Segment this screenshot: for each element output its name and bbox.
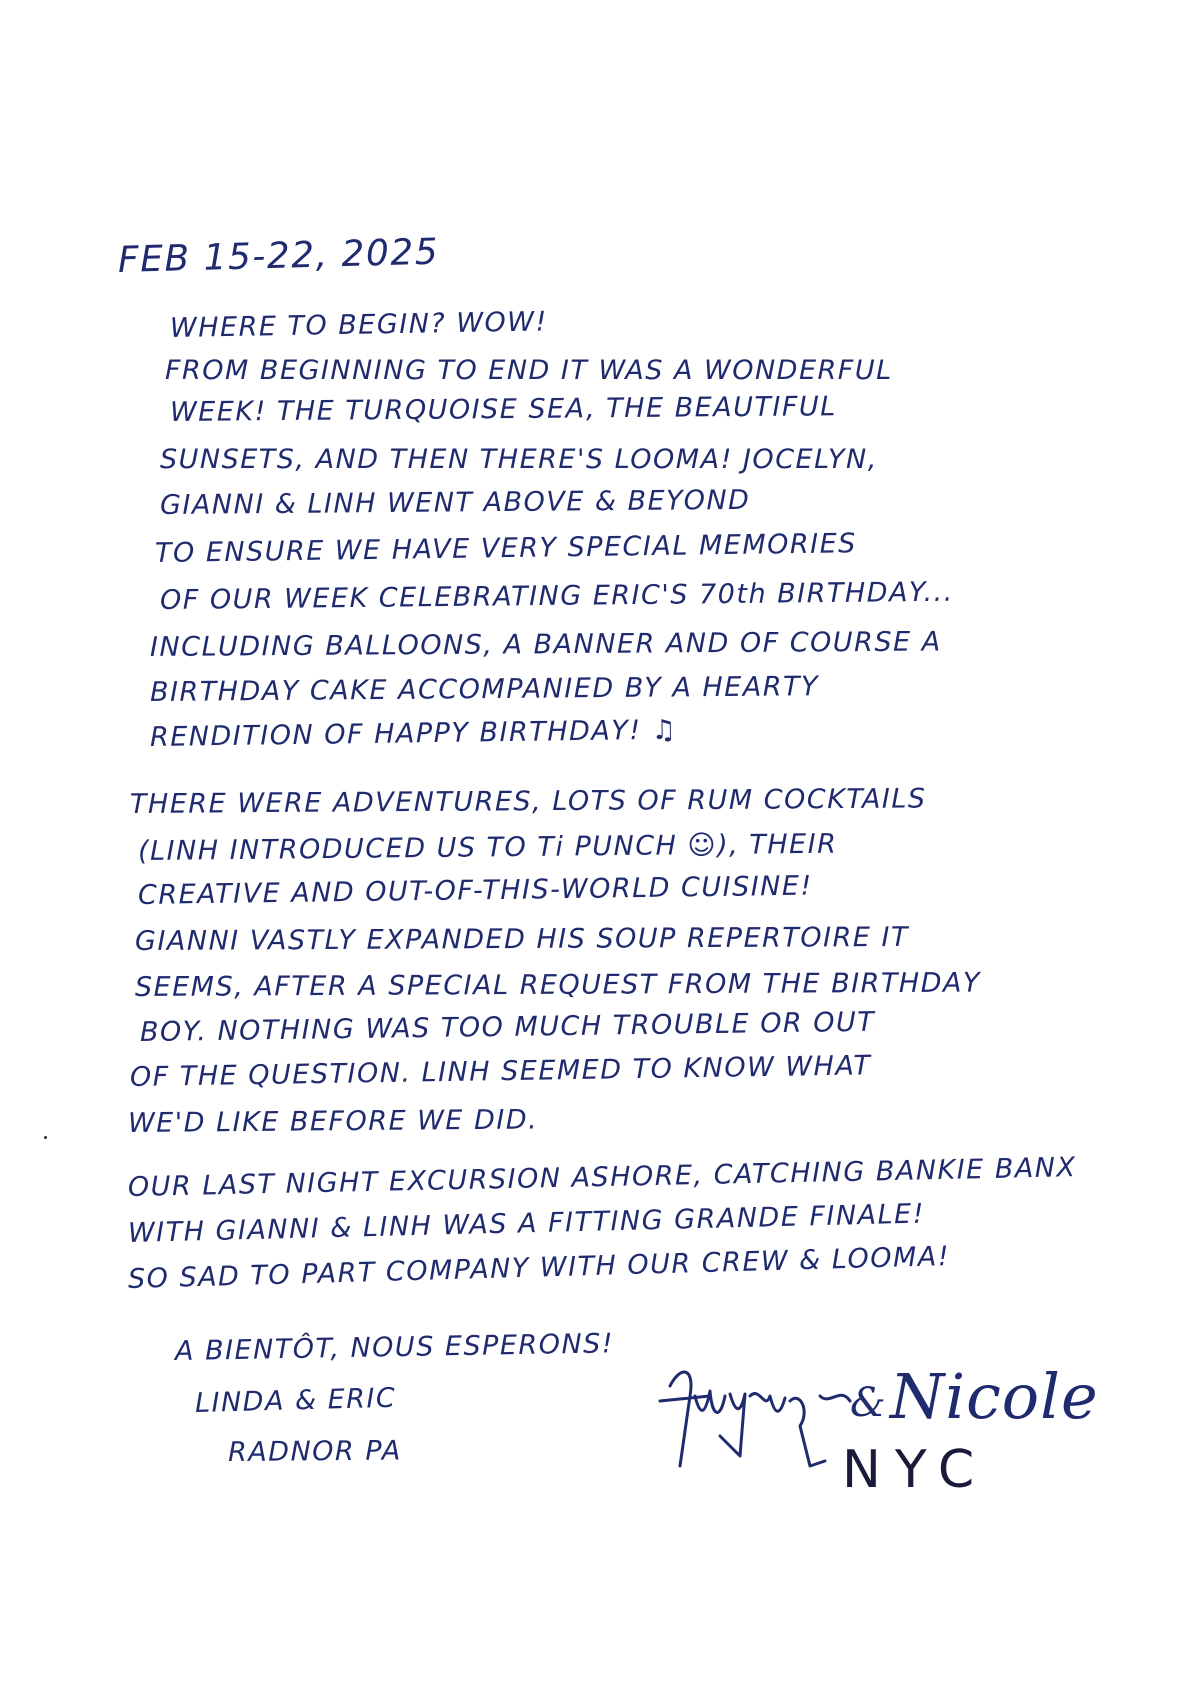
letter-line: (LINH INTRODUCED US TO Ti PUNCH ☺), THEIR — [137, 828, 838, 867]
letter-line: TO ENSURE WE HAVE VERY SPECIAL MEMORIES — [154, 528, 858, 569]
letter-line: SO SAD TO PART COMPANY WITH OUR CREW & LOOMA! — [127, 1241, 951, 1295]
letter-line: INCLUDING BALLOONS, A BANNER AND OF COURSE A — [149, 626, 942, 663]
letter-line: GIANNI VASTLY EXPANDED HIS SOUP REPERTOIRE IT — [134, 921, 910, 957]
letter-line: BOY. NOTHING WAS TOO MUCH TROUBLE OR OUT — [139, 1006, 876, 1048]
signature-location-nyc: NYC — [842, 1440, 989, 1500]
letter-line: SEEMS, AFTER A SPECIAL REQUEST FROM THE BIRTHDAY — [134, 967, 982, 1003]
letter-line: OUR LAST NIGHT EXCURSION ASHORE, CATCHING BANKIE BANX — [127, 1152, 1077, 1203]
letter-line: WEEK! THE TURQUOISE SEA, THE BEAUTIFUL — [169, 391, 837, 428]
letter-line: SUNSETS, AND THEN THERE'S LOOMA! JOCELYN, — [160, 444, 878, 475]
letter-line: OF THE QUESTION. LINH SEEMED TO KNOW WHAT — [129, 1050, 872, 1093]
letter-line: GIANNI & LINH WENT ABOVE & BEYOND — [159, 484, 751, 521]
ink-speck — [44, 1136, 47, 1139]
signature-ampersand: & — [850, 1380, 886, 1426]
letter-line: OF OUR WEEK CELEBRATING ERIC'S 70th BIRTHDAY... — [159, 576, 954, 616]
signature-nicole: Nicole — [890, 1360, 1099, 1433]
letter-line: BIRTHDAY CAKE ACCOMPANIED BY A HEARTY — [149, 671, 820, 708]
letter-date: FEB 15-22, 2025 — [117, 231, 440, 281]
letter-line: THERE WERE ADVENTURES, LOTS OF RUM COCKTAILS — [129, 783, 927, 820]
letter-line: WHERE TO BEGIN? WOW! — [169, 306, 549, 344]
signature-linda-eric: LINDA & ERIC — [194, 1382, 397, 1419]
letter-closing: A BIENTÔT, NOUS ESPERONS! — [174, 1328, 615, 1367]
letter-line: WITH GIANNI & LINH WAS A FITTING GRANDE FINALE! — [127, 1198, 926, 1249]
letter-line: RENDITION OF HAPPY BIRTHDAY! ♫ — [149, 714, 678, 753]
letter-line: CREATIVE AND OUT-OF-THIS-WORLD CUISINE! — [137, 870, 813, 911]
letter-line: FROM BEGINNING TO END IT WAS A WONDERFUL — [165, 355, 893, 386]
letter-line: WE'D LIKE BEFORE WE DID. — [127, 1104, 539, 1139]
signature-location-radnor: RADNOR PA — [227, 1435, 402, 1468]
